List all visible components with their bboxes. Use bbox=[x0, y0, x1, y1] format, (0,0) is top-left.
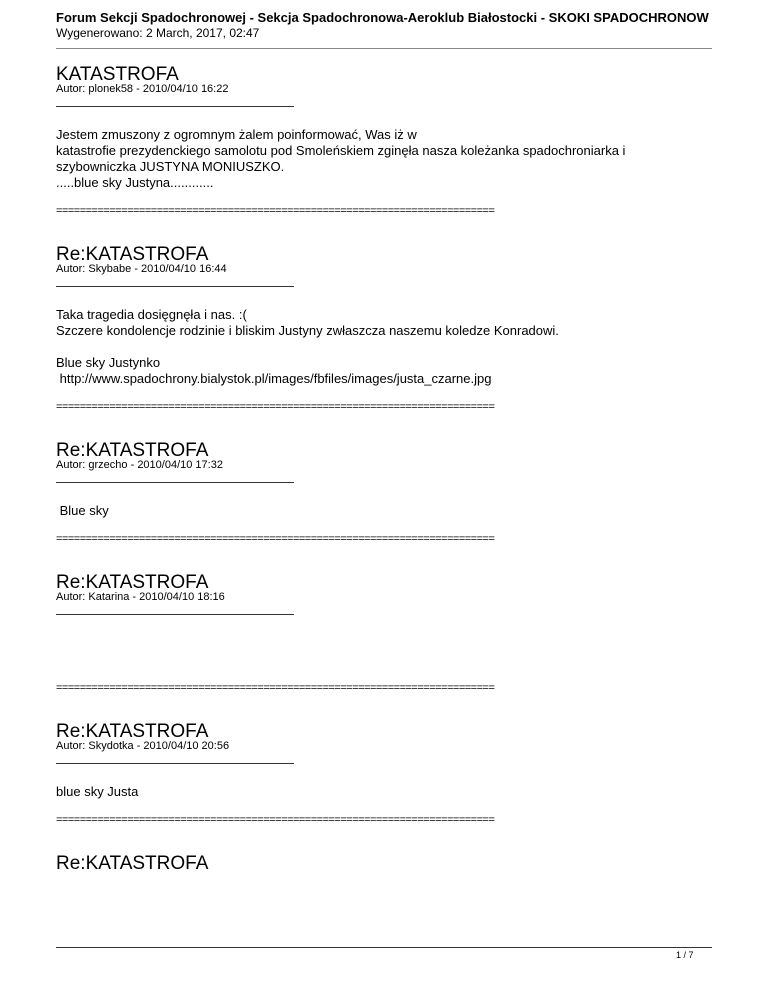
post bbox=[56, 244, 716, 413]
post-line: szybowniczka JUSTYNA MONIUSZKO. bbox=[56, 159, 285, 174]
post-separator: ========================================================================== bbox=[56, 682, 495, 694]
post bbox=[56, 440, 716, 545]
post-body bbox=[56, 503, 716, 519]
post-body bbox=[56, 307, 716, 387]
post-meta: Autor: grzecho - 2010/04/10 17:32 bbox=[56, 459, 223, 471]
post-line: Blue sky Justynko bbox=[56, 355, 161, 370]
meta-divider bbox=[56, 614, 294, 615]
post-separator: ========================================================================== bbox=[56, 533, 495, 545]
meta-divider bbox=[56, 106, 294, 107]
post-separator: ========================================================================== bbox=[56, 205, 495, 217]
post-line: katastrofie prezydenckiego samolotu pod Smoleńskiem zginęła nasza koleżanka spadochroniarka i bbox=[56, 143, 626, 158]
post-line: Taka tragedia dosięgnęła i nas. :( bbox=[56, 307, 247, 322]
post-separator: ========================================================================== bbox=[56, 401, 495, 413]
post-title: KATASTROFA bbox=[56, 64, 179, 85]
post-meta: Autor: Skydotka - 2010/04/10 20:56 bbox=[56, 740, 230, 752]
post-body bbox=[56, 784, 716, 800]
post-title: Re:KATASTROFA bbox=[56, 440, 209, 461]
post-meta: Autor: plonek58 - 2010/04/10 16:22 bbox=[56, 83, 229, 95]
page-number: 1 / 7 bbox=[676, 950, 694, 960]
post bbox=[56, 853, 716, 875]
post-line: .....blue sky Justyna............ bbox=[56, 175, 214, 190]
post-line: Blue sky bbox=[56, 503, 109, 518]
footer-divider bbox=[56, 947, 712, 948]
forum-title: Forum Sekcji Spadochronowej - Sekcja Spadochronowa-Aeroklub Białostocki - SKOKI SPADOCHRONOW bbox=[56, 10, 709, 25]
post-title: Re:KATASTROFA bbox=[56, 244, 209, 265]
post-line: Jestem zmuszony z ogromnym żalem poinformować, Was iż w bbox=[56, 127, 417, 142]
post-link: http://www.spadochrony.bialystok.pl/images/fbfiles/images/justa_czarne.jpg bbox=[56, 371, 492, 386]
header-divider bbox=[56, 48, 712, 49]
post-body bbox=[56, 635, 716, 668]
post-title: Re:KATASTROFA bbox=[56, 853, 209, 874]
post-meta: Autor: Skybabe - 2010/04/10 16:44 bbox=[56, 263, 227, 275]
post-blank-line bbox=[56, 339, 716, 355]
post bbox=[56, 572, 716, 694]
meta-divider bbox=[56, 763, 294, 764]
post bbox=[56, 721, 716, 826]
page-header bbox=[56, 9, 768, 41]
post-list bbox=[56, 64, 716, 875]
post-title: Re:KATASTROFA bbox=[56, 572, 209, 593]
post-title: Re:KATASTROFA bbox=[56, 721, 209, 742]
meta-divider bbox=[56, 482, 294, 483]
meta-divider bbox=[56, 286, 294, 287]
post-line: blue sky Justa bbox=[56, 784, 139, 799]
post-meta: Autor: Katarina - 2010/04/10 18:16 bbox=[56, 591, 225, 603]
post-line: Szczere kondolencje rodzinie i bliskim Justyny zwłaszcza naszemu koledze Konradowi. bbox=[56, 323, 559, 338]
post bbox=[56, 64, 716, 217]
post-separator: ========================================================================== bbox=[56, 814, 495, 826]
post-body bbox=[56, 127, 716, 191]
generated-date: Wygenerowano: 2 March, 2017, 02:47 bbox=[56, 26, 260, 40]
